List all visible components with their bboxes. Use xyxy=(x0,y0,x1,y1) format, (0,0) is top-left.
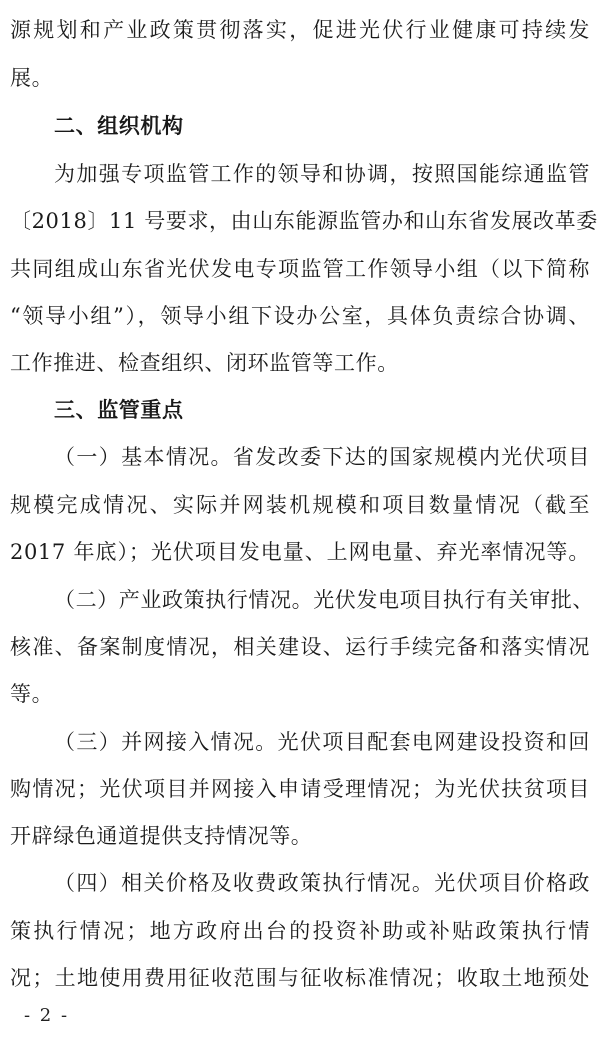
body-text-line: 等。 xyxy=(10,682,54,706)
body-text-line: （二）产业政策执行情况。光伏发电项目执行有关审批、 xyxy=(54,588,594,612)
body-text-line: 展。 xyxy=(10,66,54,90)
body-text-line: 策执行情况；地方政府出台的投资补助或补贴政策执行情 xyxy=(10,919,590,943)
body-text-line: 2017 年底）；光伏项目发电量、上网电量、弃光率情况等。 xyxy=(10,540,590,564)
body-text-line: （四）相关价格及收费政策执行情况。光伏项目价格政 xyxy=(54,871,590,895)
body-text-line: 共同组成山东省光伏发电专项监管工作领导小组（以下简称 xyxy=(10,257,590,281)
section-heading-organization: 二、组织机构 xyxy=(54,114,184,138)
body-text-line: 况；土地使用费用征收范围与征收标准情况；收取土地预处 xyxy=(10,966,590,990)
section-heading-supervision-focus: 三、监管重点 xyxy=(54,398,184,422)
body-text-line: 〔2018〕11 号要求，由山东能源监管办和山东省发展改革委 xyxy=(10,209,598,233)
body-text-line: 工作推进、检查组织、闭环监管等工作。 xyxy=(10,351,399,375)
body-text-line: 购情况；光伏项目并网接入申请受理情况；为光伏扶贫项目 xyxy=(10,777,590,801)
body-text-line: “领导小组”），领导小组下设办公室，具体负责综合协调、 xyxy=(10,304,590,328)
body-text-line: 为加强专项监管工作的领导和协调，按照国能综通监管 xyxy=(54,162,590,186)
body-text-line: 规模完成情况、实际并网装机规模和项目数量情况（截至 xyxy=(10,493,590,517)
body-text-line: 源规划和产业政策贯彻落实，促进光伏行业健康可持续发 xyxy=(10,18,590,42)
body-text-line: （三）并网接入情况。光伏项目配套电网建设投资和回 xyxy=(54,730,590,754)
page-number: - 2 - xyxy=(24,1005,70,1026)
body-text-line: 核准、备案制度情况，相关建设、运行手续完备和落实情况 xyxy=(10,635,590,659)
body-text-line: 开辟绿色通道提供支持情况等。 xyxy=(10,824,313,848)
body-text-line: （一）基本情况。省发改委下达的国家规模内光伏项目 xyxy=(54,445,590,469)
